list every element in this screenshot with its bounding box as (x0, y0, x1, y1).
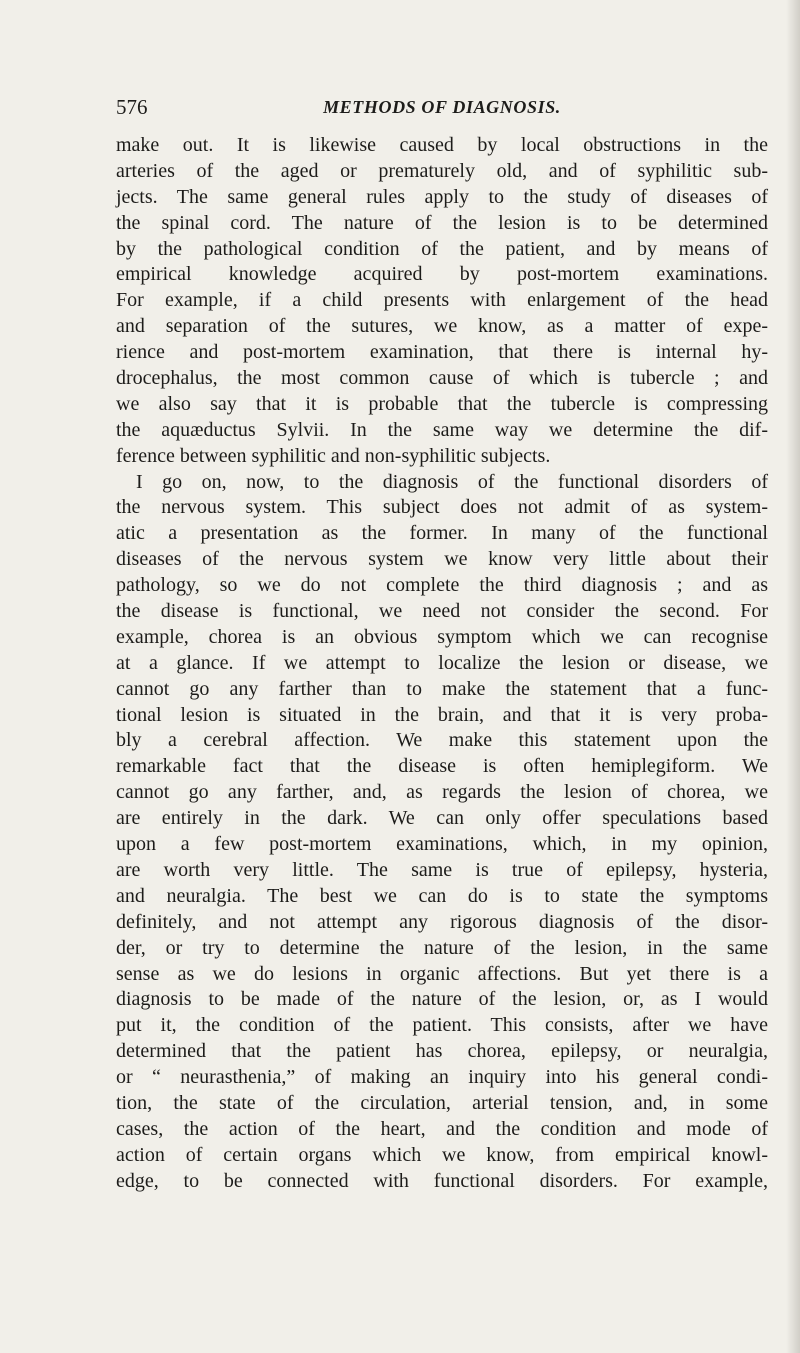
text-line: action of certain organs which we know, from empirical knowl- (116, 1143, 768, 1166)
text-line: cannot go any farther, and, as regards the lesion of chorea, we (116, 781, 768, 804)
text-line: tional lesion is situated in the brain, and that it is very proba- (116, 703, 768, 726)
text-line: tion, the state of the circulation, arterial tension, and, in some (116, 1091, 768, 1114)
text-line: and neuralgia. The best we can do is to state the symptoms (116, 884, 768, 907)
running-head: METHODS OF DIAGNOSIS. (323, 97, 561, 117)
text-line: empirical knowledge acquired by post-mortem examinations. (116, 263, 768, 286)
text-line: the spinal cord. The nature of the lesion is to be determined (116, 211, 768, 234)
text-line: der, or try to determine the nature of the lesion, in the same (116, 936, 768, 959)
text-line: cannot go any farther than to make the statement that a func- (116, 677, 768, 700)
text-line: put it, the condition of the patient. This consists, after we have (116, 1014, 768, 1037)
page-number: 576 (116, 95, 148, 119)
text-line: I go on, now, to the diagnosis of the functional disorders of (136, 470, 768, 493)
text-line: at a glance. If we attempt to localize the lesion or disease, we (116, 651, 768, 674)
text-line: sense as we do lesions in organic affections. But yet there is a (116, 962, 768, 985)
text-line: upon a few post-mortem examinations, which, in my opinion, (116, 833, 768, 856)
text-line: diagnosis to be made of the nature of the lesion, or, as I would (116, 988, 768, 1011)
text-line: or “ neurasthenia,” of making an inquiry into his general condi- (116, 1066, 768, 1089)
text-line: make out. It is likewise caused by local obstructions in the (116, 134, 768, 156)
text-line: diseases of the nervous system we know very little about their (116, 548, 768, 571)
text-line: are entirely in the dark. We can only offer speculations based (116, 807, 768, 830)
text-line: drocephalus, the most common cause of which is tubercle ; and (116, 367, 768, 390)
page-edge-shadow (786, 0, 800, 1353)
text-line: example, chorea is an obvious symptom which we can recognise (116, 625, 768, 648)
text-line: ference between syphilitic and non-syphilitic subjects. (116, 444, 551, 467)
text-line: bly a cerebral affection. We make this statement upon the (116, 729, 768, 752)
body-text (116, 133, 768, 1195)
text-line: the disease is functional, we need not consider the second. For (116, 600, 768, 623)
text-line: we also say that it is probable that the tubercle is compressing (116, 392, 768, 415)
text-line: definitely, and not attempt any rigorous diagnosis of the disor- (116, 910, 768, 933)
text-line: are worth very little. The same is true of epilepsy, hysteria, (116, 858, 768, 881)
page-header (116, 94, 768, 120)
text-line: cases, the action of the heart, and the condition and mode of (116, 1117, 768, 1140)
text-line: atic a presentation as the former. In many of the functional (116, 522, 768, 545)
text-line: arteries of the aged or prematurely old, and of syphilitic sub- (116, 159, 768, 182)
text-line: pathology, so we do not complete the third diagnosis ; and as (116, 574, 768, 597)
text-line: For example, if a child presents with enlargement of the head (116, 289, 768, 312)
text-line: the nervous system. This subject does not admit of as system- (116, 496, 768, 519)
text-line: jects. The same general rules apply to the study of diseases of (116, 185, 768, 208)
text-line: remarkable fact that the disease is often hemiplegiform. We (116, 755, 768, 778)
text-line: the aquæductus Sylvii. In the same way we determine the dif- (116, 418, 768, 441)
text-line: by the pathological condition of the patient, and by means of (116, 237, 768, 260)
text-line: and separation of the sutures, we know, as a matter of expe- (116, 315, 768, 338)
text-line: rience and post-mortem examination, that there is internal hy- (116, 341, 768, 364)
text-line: determined that the patient has chorea, epilepsy, or neuralgia, (116, 1040, 768, 1063)
text-line: edge, to be connected with functional disorders. For example, (116, 1169, 768, 1192)
